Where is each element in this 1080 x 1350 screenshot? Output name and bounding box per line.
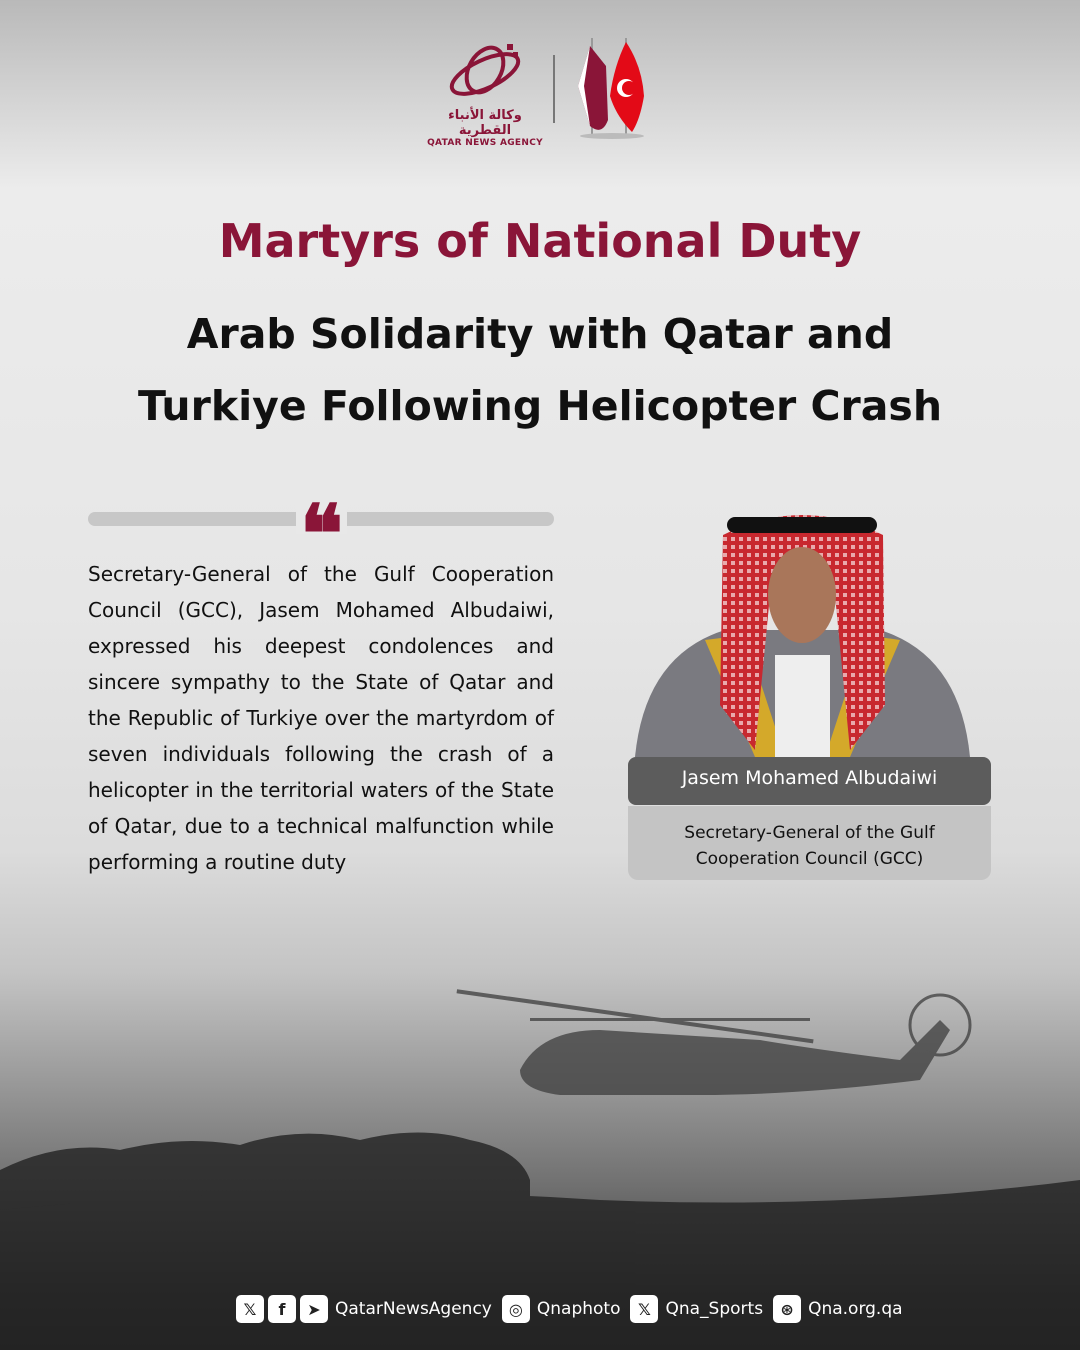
telegram-icon[interactable]: ➤ (300, 1295, 328, 1323)
helicopter-soldiers-background (0, 880, 1080, 1350)
subheadline (0, 298, 1080, 442)
handle-qna-sports[interactable]: Qna_Sports (665, 1299, 764, 1319)
website-link[interactable]: Qna.org.qa (808, 1299, 903, 1319)
subheadline-line: Arab Solidarity with Qatar and (186, 310, 894, 358)
logo-english: QATAR NEWS AGENCY (427, 138, 543, 148)
person-role (628, 806, 991, 880)
divider (553, 55, 555, 123)
qna-emblem-icon (445, 40, 525, 102)
headline: Martyrs of National Duty (218, 214, 862, 268)
qatar-turkey-flags-icon (570, 36, 650, 140)
role-line: Secretary-General of the Gulf (684, 823, 935, 843)
website-icon[interactable]: ⊛ (773, 1295, 801, 1323)
qna-logo (425, 40, 545, 148)
statement-paragraph: Secretary-General of the Gulf Cooperation Council (GCC), Jasem Mohamed Albudaiwi, expressed his deepest condolences and sincere sympathy to the State of Qatar and the Republic of Turkiye over the martyrdom of seven individuals following the crash of a helicopter in the territorial waters of the State of Qatar, due to a technical malfunction while performing a routine duty (88, 562, 554, 874)
handle-qnaphoto[interactable]: Qnaphoto (536, 1299, 621, 1319)
subheadline-line: Turkiye Following Helicopter Crash (137, 382, 943, 430)
logo-arabic: وكالة الأنباء القطرية (448, 108, 522, 138)
quote-icon: ❝ (296, 494, 347, 534)
role-line: Cooperation Council (GCC) (695, 849, 924, 869)
x-icon[interactable]: 𝕏 (236, 1295, 264, 1323)
person-name: Jasem Mohamed Albudaiwi (628, 757, 991, 805)
handle-qatarnewsagency[interactable]: QatarNewsAgency (335, 1299, 492, 1319)
portrait-photo (635, 505, 970, 757)
instagram-icon[interactable]: ◎ (502, 1295, 530, 1323)
facebook-icon[interactable]: f (268, 1295, 296, 1323)
social-footer (236, 1295, 909, 1323)
x-icon[interactable]: 𝕏 (630, 1295, 658, 1323)
